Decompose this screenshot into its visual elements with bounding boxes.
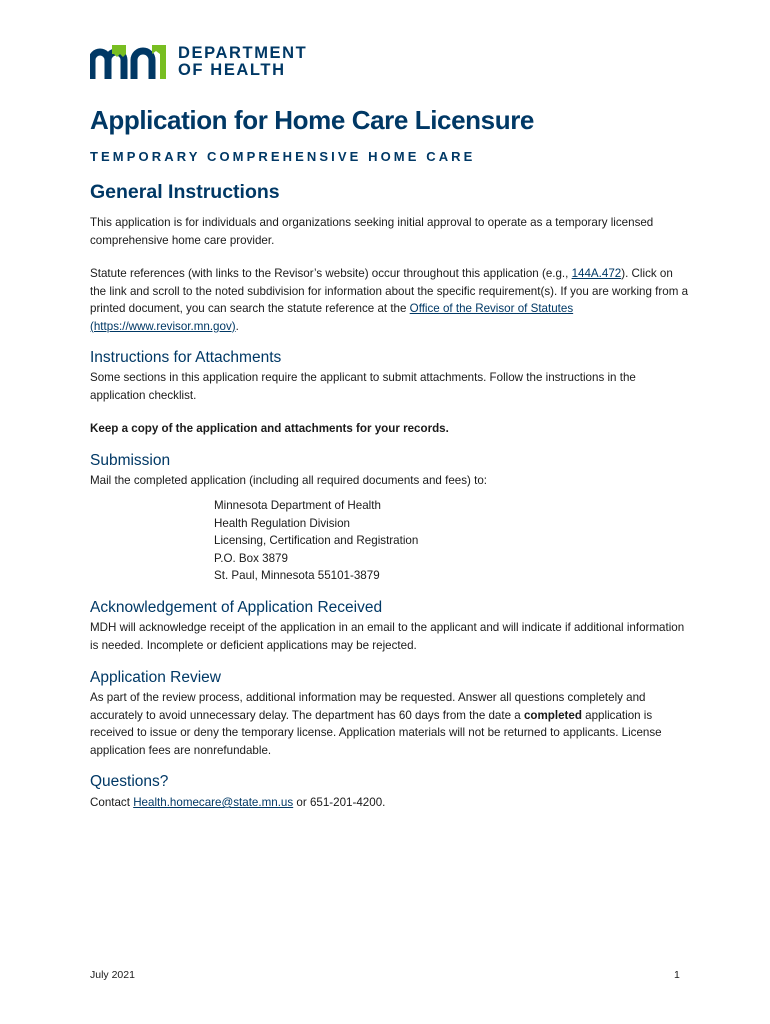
intro-paragraph: This application is for individuals and organizations seeking initial approval to operate as a temporary licensed comprehensive home care provider. [90,216,654,247]
address-line: St. Paul, Minnesota 55101-3879 [214,569,380,582]
review-completed-emphasis: completed [523,708,582,722]
attachments-paragraph: Some sections in this application require the applicant to submit attachments. Follow the instructions in the application checklist. [90,371,636,402]
contact-paragraph [90,794,690,812]
email-link[interactable]: Health.homecare@state.mn.us [133,796,294,809]
address-line: Health Regulation Division [214,516,350,530]
address-line: P.O. Box 3879 [214,551,288,565]
page-subtitle: TEMPORARY COMPREHENSIVE HOME CARE [90,149,476,164]
page-number: 1 [674,969,680,981]
contact-text-1: Contact [90,796,134,809]
statute-text-2: ). Click on the link and scroll to the noted subdivision for information about the specific requirement(s). If you are working from a printed document, you can search the statute reference at the [90,267,689,315]
questions-heading: Questions? [90,773,169,790]
logo-line-2: OF HEALTH [178,61,286,79]
address-line: Minnesota Department of Health [214,499,381,512]
mn-logo-mark [90,45,168,79]
address-line: Licensing, Certification and Registration [214,534,419,547]
review-paragraph [90,689,690,759]
page-title: Application for Home Care Licensure [90,105,534,135]
contact-text-2: or 651-201-4200. [293,796,386,809]
footer-date: July 2021 [90,969,135,981]
revisor-link[interactable]: Office of the Revisor of Statutes (https://www.revisor.mn.gov) [90,302,574,333]
acknowledgement-heading: Acknowledgement of Application Received [90,599,383,616]
logo-line-1: DEPARTMENT [178,44,308,62]
statute-text-1: Statute references (with links to the Revisor’s website) occur throughout this application (e.g., [90,267,572,280]
mdh-logo [90,45,307,79]
keep-copy-note: Keep a copy of the application and attachments for your records. [90,422,449,435]
statute-paragraph [90,265,690,335]
acknowledgement-paragraph: MDH will acknowledge receipt of the application in an email to the applicant and will indicate if additional information is needed. Incomplete or deficient applications may be rejected. [90,621,685,652]
mailing-address [214,497,418,585]
general-instructions-heading: General Instructions [90,181,280,203]
submission-paragraph: Mail the completed application (including all required documents and fees) to: [90,474,487,487]
statute-144a472-link[interactable]: 144A.472 [571,267,622,280]
statute-text-3: . [235,319,239,333]
submission-heading: Submission [90,452,171,469]
review-text-1: As part of the review process, additional information may be requested. Answer all questions completely and accurately to avoid unnecessary delay. The department has 60 days from the date a [90,691,646,722]
review-heading: Application Review [90,669,221,686]
attachments-heading: Instructions for Attachments [90,349,282,366]
review-text-2: application is received to issue or deny the temporary license. Application materials will not be returned to applicants. License application fees are nonrefundable. [90,708,662,757]
